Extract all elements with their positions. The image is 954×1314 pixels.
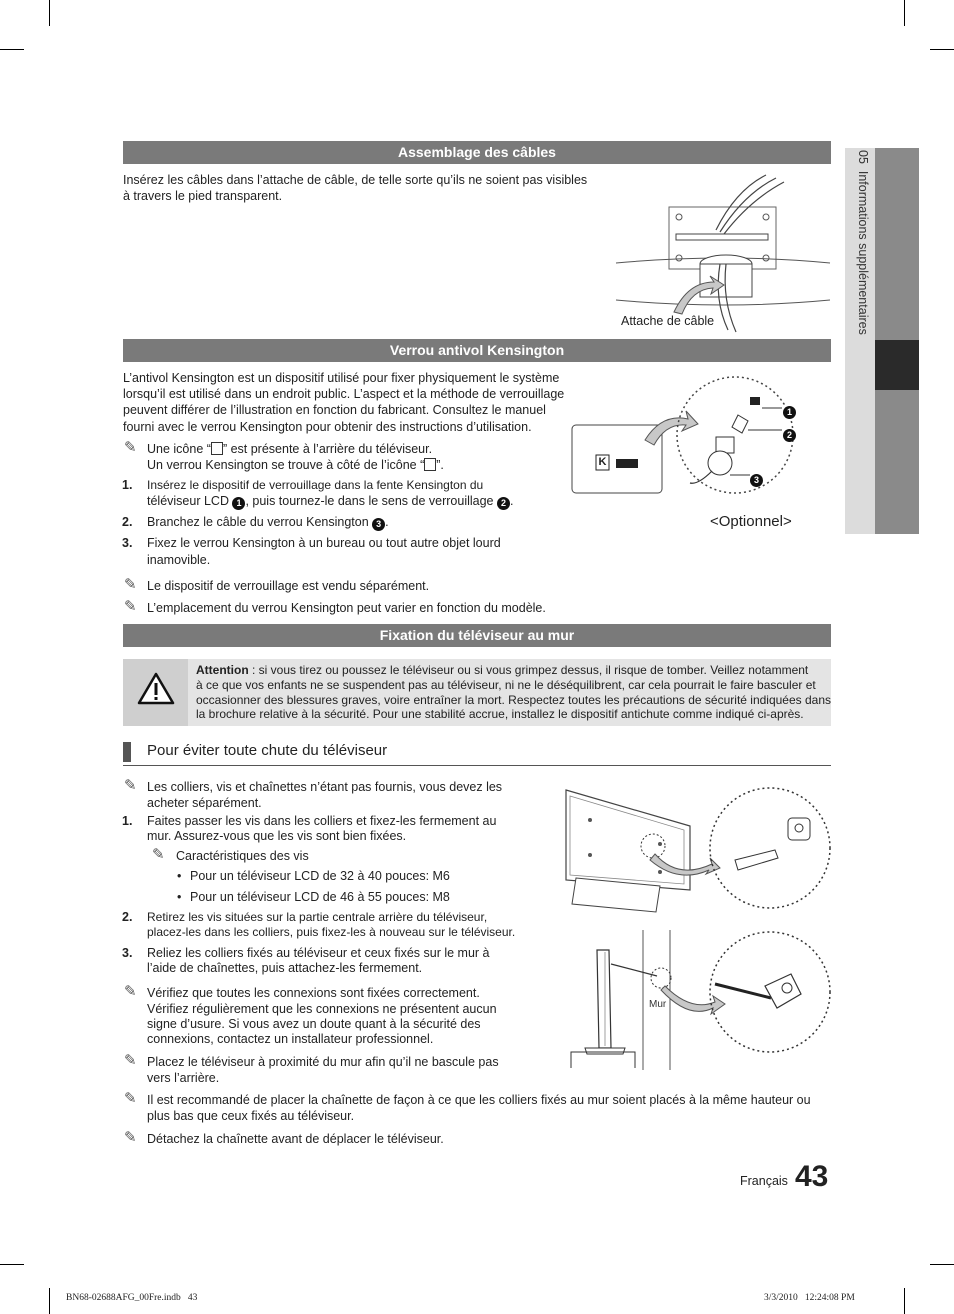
wall-step-1-line-2: mur. Assurez-vous que les vis sont bien fixées.	[147, 829, 407, 843]
marker-3-icon: 3	[372, 518, 385, 531]
wall-step-3-line-1: Reliez les colliers fixés au téléviseur et ceux fixés sur le mur à	[147, 946, 490, 960]
wall-label: Mur	[649, 999, 667, 1010]
wall-step-1-line-1: Faites passer les vis dans les colliers et fixez-les fermement au	[147, 814, 497, 828]
crop-mark	[49, 0, 50, 26]
attention-label: Attention	[196, 663, 249, 677]
attention-line-4: la brochure relative à la sécurité. Pour une stabilité accrue, installez le dispositif antichute comme indiqué ci-après.	[196, 707, 804, 721]
note-icon: ✎	[124, 439, 137, 456]
k-letter: K	[598, 456, 607, 468]
note-icon: ✎	[124, 1090, 137, 1107]
crop-mark	[49, 1288, 50, 1314]
section-title-kensington: Verrou antivol Kensington	[123, 339, 831, 362]
wall-note-c-line-2: vers l’arrière.	[147, 1071, 220, 1085]
crop-mark	[0, 1264, 24, 1265]
wall-note-a-line-1: Les colliers, vis et chaînettes n’étant pas fournis, vous devez les	[147, 780, 503, 794]
kensington-lock-icon	[211, 442, 223, 455]
step-number: 1.	[122, 478, 133, 492]
note-icon: ✎	[124, 576, 137, 593]
cable-holder-illustration	[616, 170, 832, 335]
kensington-step-3-line-1: Fixez le verrou Kensington à un bureau ou tout autre objet lourd	[147, 536, 501, 550]
kensington-step-1-line-2	[147, 493, 513, 510]
section-title-cables: Assemblage des câbles	[123, 141, 831, 164]
subheading-rule	[123, 765, 831, 766]
note-icon: ✎	[124, 777, 137, 794]
chapter-tab-marker	[875, 340, 919, 390]
step-number: 2.	[122, 515, 133, 529]
chapter-number: 05	[856, 150, 870, 164]
marker-2-icon: 2	[783, 429, 796, 442]
kensington-step-1-line-1: Insérez le dispositif de verrouillage dans la fente Kensington du	[147, 478, 484, 492]
attention-text: : si vous tirez ou poussez le téléviseur ou si vous grimpez dessus, il risque de tomber. Veillez notamment	[248, 663, 809, 677]
screw-spec-note: Caractéristiques des vis	[176, 849, 309, 863]
step-text: , puis tournez-le dans le sens de verrouillage	[245, 494, 497, 508]
kensington-note-icon-line	[147, 441, 432, 457]
kensington-intro-line-3: peuvent différer de l’illustration en fonction du fabricant. Consultez le manuel	[123, 403, 546, 417]
kensington-intro-line-1: L’antivol Kensington est un dispositif utilisé pour fixer physiquement le système	[123, 371, 560, 385]
step-text: .	[510, 494, 514, 508]
marker-1	[783, 401, 796, 419]
cables-text-line-1: Insérez les câbles dans l’attache de câble, de telle sorte qu’ils ne soient pas visibles	[123, 173, 588, 187]
wall-note-a-line-2: acheter séparément.	[147, 796, 262, 810]
subheading: Pour éviter toute chute du téléviseur	[147, 742, 388, 759]
wall-step-2-line-2: placez-les dans les colliers, puis fixez-les à nouveau sur le téléviseur.	[147, 925, 516, 939]
kensington-lock-icon	[424, 458, 436, 471]
kensington-note-icon-line-2	[147, 457, 444, 473]
crop-mark	[904, 0, 905, 26]
crop-mark	[0, 49, 24, 50]
wall-step-2-line-1: Retirez les vis situées sur la partie centrale arrière du téléviseur,	[147, 910, 488, 924]
note-icon: ✎	[152, 846, 165, 863]
attention-line-2: à ce que vos enfants ne se suspendent pas au téléviseur, ni ne le déséquilibrent, car cela pourrait le faire basculer et	[196, 678, 816, 692]
note-icon: ✎	[124, 1052, 137, 1069]
kensington-step-2	[147, 514, 389, 531]
optional-label: <Optionnel>	[710, 513, 792, 530]
note-text: ” est présente à l’arrière du téléviseur.	[222, 442, 433, 456]
bullet: •	[177, 869, 182, 883]
wall-note-b-line-2: Vérifiez régulièrement que les connexions ne présentent aucun	[147, 1002, 497, 1016]
step-number: 2.	[122, 910, 133, 924]
marker-3	[750, 469, 763, 487]
crop-mark	[904, 1288, 905, 1314]
tv-back-illustration	[560, 780, 835, 930]
screw-spec-1: Pour un téléviseur LCD de 32 à 40 pouces: M6	[190, 869, 450, 883]
wall-note-d-line-2: plus bas que ceux fixés au téléviseur.	[147, 1109, 355, 1123]
cables-text-line-2: à travers le pied transparent.	[123, 189, 283, 203]
page-number: 43	[795, 1160, 829, 1193]
subheading-marker	[123, 742, 131, 762]
step-text: téléviseur LCD	[147, 494, 233, 508]
attention-line-1	[196, 663, 808, 678]
step-number: 1.	[122, 814, 133, 828]
marker-1-icon: 1	[783, 406, 796, 419]
cable-holder-label: Attache de câble	[621, 314, 715, 328]
step-text: Branchez le câble du verrou Kensington	[147, 515, 373, 529]
note-icon: ✎	[124, 598, 137, 615]
wall-note-b-line-3: signe d’usure. Si vous avez un doute quant à la sécurité des	[147, 1017, 481, 1031]
kensington-step-3-line-2: inamovible.	[147, 553, 211, 567]
step-number: 3.	[122, 536, 133, 550]
section-title-wall: Fixation du téléviseur au mur	[123, 624, 831, 647]
marker-3-icon: 3	[750, 474, 763, 487]
warning-icon	[137, 672, 175, 706]
footer-language: Français	[740, 1174, 788, 1188]
step-number: 3.	[122, 946, 133, 960]
wall-note-c-line-1: Placez le téléviseur à proximité du mur afin qu’il ne bascule pas	[147, 1055, 499, 1069]
marker-1-icon: 1	[232, 497, 245, 510]
screw-spec-2: Pour un téléviseur LCD de 46 à 55 pouces: M8	[190, 890, 450, 904]
wall-note-d-line-1: Il est recommandé de placer la chaînette de façon à ce que les colliers fixés au mur soient placés à la même hauteur ou	[147, 1093, 811, 1107]
attention-line-3: occasionner des blessures graves, voire entraîner la mort. Respectez toutes les précautions de sécurité indiquées dans	[196, 693, 832, 707]
note-text: Un verrou Kensington se trouve à côté de l’icône “	[147, 458, 425, 472]
footer-file: BN68-02688AFG_00Fre.indb 43	[66, 1293, 198, 1303]
wall-step-3-line-2: l’aide de chaînettes, puis attachez-les fermement.	[147, 961, 423, 975]
note-text: Une icône “	[147, 442, 211, 456]
bullet: •	[177, 890, 182, 904]
note-icon: ✎	[124, 983, 137, 1000]
note-icon: ✎	[124, 1129, 137, 1146]
crop-mark	[930, 1264, 954, 1265]
footer-date: 3/3/2010 12:24:08 PM	[764, 1293, 855, 1303]
step-text: .	[385, 515, 389, 529]
kensington-intro-line-4: fourni avec le verrou Kensington pour obtenir des instructions d’utilisation.	[123, 420, 532, 434]
wall-note-b-line-1: Vérifiez que toutes les connexions sont fixées correctement.	[147, 986, 480, 1000]
tv-wall-chain-illustration	[565, 928, 835, 1073]
crop-mark	[930, 49, 954, 50]
wall-note-b-line-4: connexions, contactez un installateur professionnel.	[147, 1032, 434, 1046]
note-text: ”.	[436, 458, 444, 472]
kensington-intro-line-2: lorsqu’il est utilisé dans un endroit public. L’aspect et la méthode de verrouillage	[123, 387, 565, 401]
marker-2	[783, 424, 796, 442]
chapter-title: Informations supplémentaires	[856, 170, 870, 335]
chapter-label	[850, 150, 870, 390]
kensington-note-location: L’emplacement du verrou Kensington peut varier en fonction du modèle.	[147, 601, 546, 615]
kensington-note-sold-separately: Le dispositif de verrouillage est vendu séparément.	[147, 579, 430, 593]
wall-note-e: Détachez la chaînette avant de déplacer le téléviseur.	[147, 1132, 444, 1146]
marker-2-icon: 2	[497, 497, 510, 510]
